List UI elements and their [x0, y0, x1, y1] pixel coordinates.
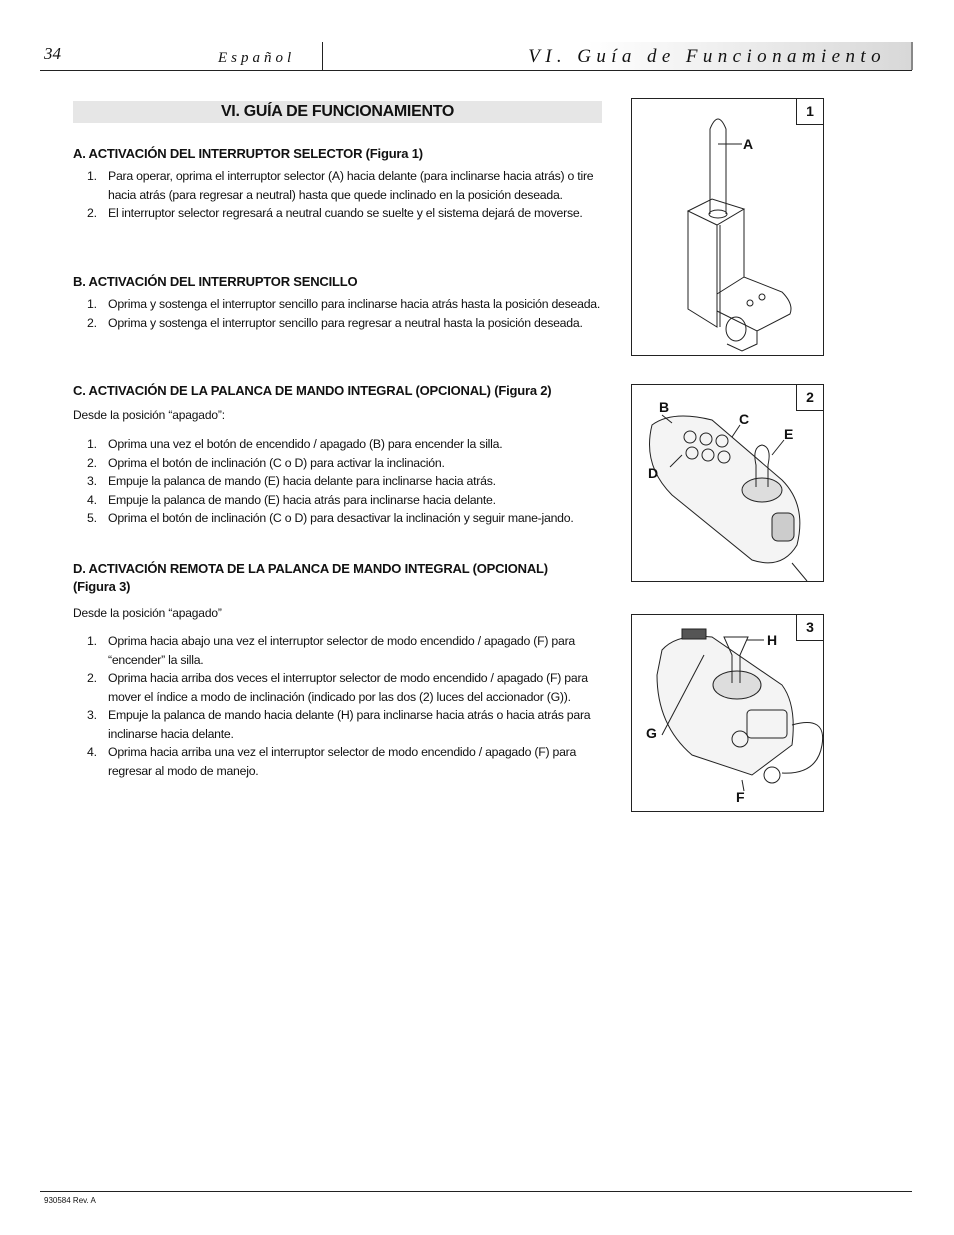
list-item: 2. El interruptor selector regresará a neutral cuando se suelte y el sistema dejará de moverse. [87, 206, 583, 220]
figure-label: A [743, 136, 754, 152]
list-b [73, 295, 608, 332]
intro-c: Desde la posición “apagado”: [73, 408, 225, 422]
list-item: 1. Para operar, oprima el interruptor selector (A) hacia delante (para inclinarse hacia atrás) o tire hacia atrás (para regresar a neutral) hasta que quede inclinado en la posición deseada. [87, 169, 594, 202]
heading-c: C. ACTIVACIÓN DE LA PALANCA DE MANDO INTEGRAL (OPCIONAL) (Figura 2) [73, 383, 552, 398]
figure-1 [631, 98, 824, 356]
figure-label: H [767, 632, 778, 648]
language-label: Español [218, 50, 296, 66]
figure-label: C [739, 411, 750, 427]
list-d [73, 632, 601, 780]
figure-3 [631, 614, 824, 812]
list-item: 3. Empuje la palanca de mando (E) hacia delante para inclinarse hacia atrás. [87, 474, 496, 488]
heading-d: D. ACTIVACIÓN REMOTA DE LA PALANCA DE MANDO INTEGRAL (OPCIONAL) (Figura 3) [73, 561, 548, 594]
list-item: 1. Oprima y sostenga el interruptor sencillo para inclinarse hacia atrás hasta la posición deseada. [87, 297, 601, 311]
list-item: 1. Oprima hacia abajo una vez el interruptor selector de modo encendido / apagado (F) para “encender” la silla. [87, 634, 575, 667]
page-number: 34 [44, 44, 61, 63]
heading-b: B. ACTIVACIÓN DEL INTERRUPTOR SENCILLO [73, 274, 358, 289]
list-item: 4. Empuje la palanca de mando (E) hacia atrás para inclinarse hacia delante. [87, 492, 496, 507]
heading-a: A. ACTIVACIÓN DEL INTERRUPTOR SELECTOR (Figura 1) [73, 146, 423, 161]
figure-number: 3 [796, 615, 823, 641]
document-code: 930584 Rev. A [44, 1196, 96, 1205]
header-divider [322, 42, 323, 70]
section-title: VI. GUÍA DE FUNCIONAMIENTO [220, 103, 455, 120]
figure-label: F [736, 789, 745, 805]
intro-d: Desde la posición “apagado” [73, 606, 222, 620]
list-item: 1. Oprima una vez el botón de encendido / apagado (B) para encender la silla. [87, 437, 503, 451]
list-item: 2. Oprima y sostenga el interruptor sencillo para regresar a neutral hasta la posición deseada. [87, 315, 583, 330]
list-item: 3. Empuje la palanca de mando hacia delante (H) para inclinarse hacia atrás o hacia atrás para inclinarse hacia delante. [87, 708, 591, 741]
figure-label: E [784, 426, 794, 442]
figure-number: 1 [796, 99, 823, 125]
figure-number: 2 [796, 385, 823, 411]
list-item: 5. Oprima el botón de inclinación (C o D) para desactivar la inclinación y seguir mane-jando. [87, 511, 574, 525]
remote-joystick-illustration [632, 615, 823, 811]
figure-label: D [648, 465, 659, 481]
chapter-title: VI. Guía de Funcionamiento [528, 46, 886, 67]
header-rule [40, 70, 912, 71]
list-item: 2. Oprima hacia arriba dos veces el interruptor selector de modo encendido / apagado (F) para mover el índice a modo de inclinación (indicado por las dos (2) luces del accionador (G)). [87, 671, 588, 704]
list-item: 2. Oprima el botón de inclinación (C o D) para activar la inclinación. [87, 455, 445, 470]
list-a [73, 167, 608, 223]
footer-rule [40, 1191, 912, 1192]
selector-switch-illustration [632, 99, 823, 355]
figure-label: G [646, 725, 657, 741]
list-item: 4. Oprima hacia arriba una vez el interruptor selector de modo encendido / apagado (F) para regresar al modo de manejo. [87, 745, 577, 778]
figure-label: B [659, 399, 670, 415]
figure-2 [631, 384, 824, 582]
list-c [73, 435, 608, 528]
